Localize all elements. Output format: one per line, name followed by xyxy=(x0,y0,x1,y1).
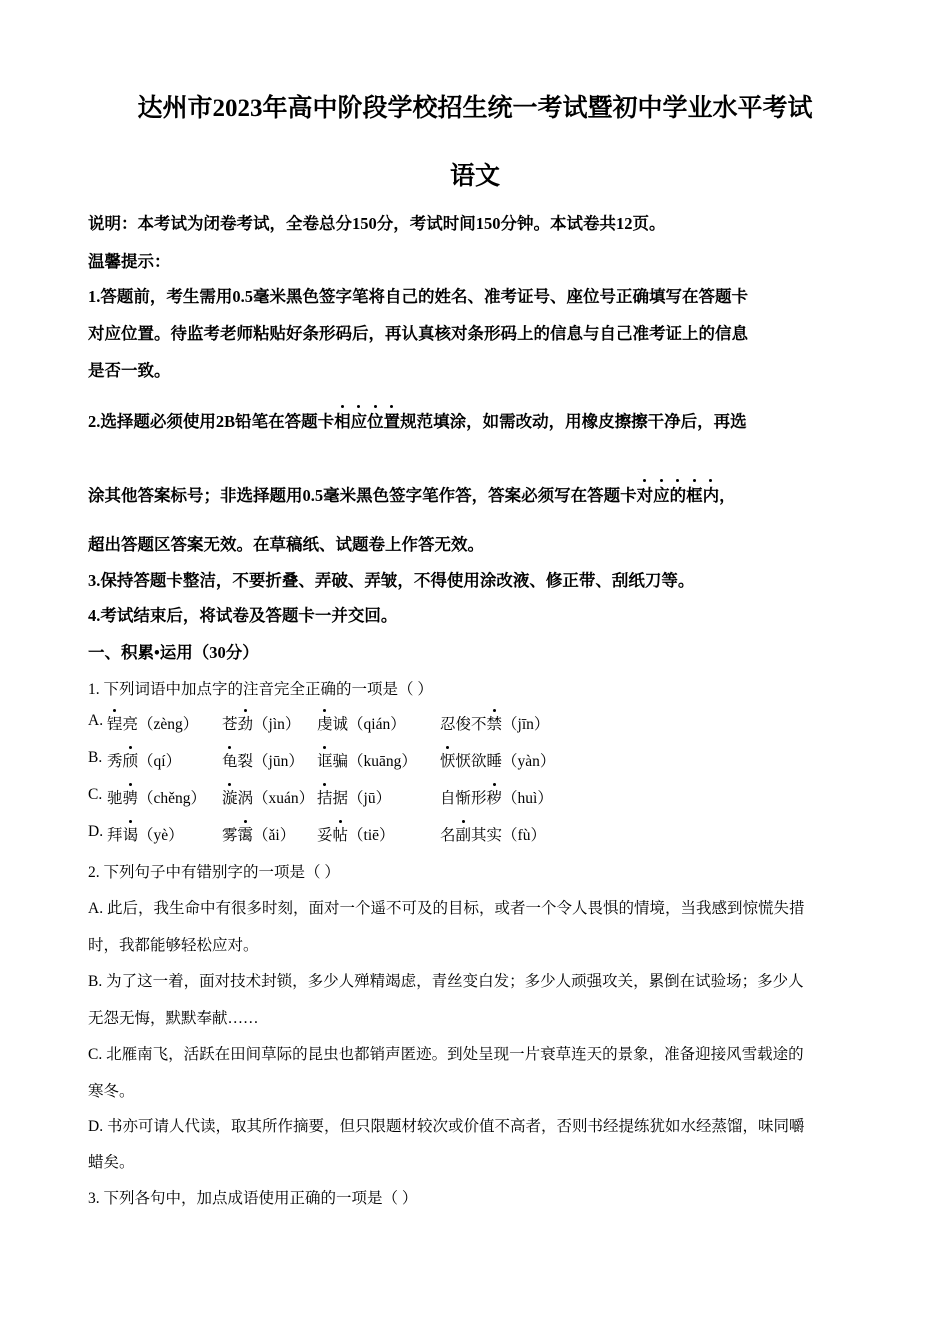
pinyin-item xyxy=(107,786,206,808)
emphasis-char: 拮 xyxy=(317,786,333,808)
emphasis-char: 对 xyxy=(637,482,654,506)
q3-stem: 3. 下列各句中，加点成语使用正确的一项是（ ） xyxy=(88,1190,418,1207)
q2-option-c-line-1: C. 北雁南飞，活跃在田间草际的昆虫也都销声匿迹。到处呈现一片衰草连天的景象，准备迎接风雪载途的 xyxy=(88,1046,804,1063)
word-prefix: 忍俊不 xyxy=(440,716,487,733)
word-suffix: 据（jū） xyxy=(332,790,392,807)
emphasis-char: 诓 xyxy=(317,749,333,771)
q2-option-d-line-2: 蜡矣。 xyxy=(88,1154,135,1171)
pinyin-item xyxy=(107,749,181,771)
word-suffix: （huì） xyxy=(502,790,553,807)
q2-option-d-line-1: D. 书亦可请人代读，取其所作摘要，但只限题材较次或价值不高者，否则书经提练犹如水经蒸馏，味同嚼 xyxy=(88,1118,805,1135)
emphasis-char: 副 xyxy=(456,823,472,845)
word-suffix: 亮（zèng） xyxy=(122,716,199,733)
exam-note: 说明：本考试为闭卷考试，全卷总分150分，考试时间150分钟。本试卷共12页。 xyxy=(88,214,666,233)
emphasis-char: 虔 xyxy=(317,712,333,734)
word-prefix: 拜 xyxy=(107,827,123,844)
emphasis-char: 谒 xyxy=(123,823,139,845)
pinyin-item xyxy=(222,712,300,734)
pinyin-item xyxy=(222,823,295,845)
emphasis-char: 帖 xyxy=(333,823,349,845)
emphasis-char: 骋 xyxy=(123,786,139,808)
word-suffix: （tiē） xyxy=(348,827,395,844)
tips-heading: 温馨提示： xyxy=(88,252,171,271)
pinyin-item xyxy=(107,823,184,845)
emphasis-char: 应 xyxy=(351,408,368,432)
q2-stem: 2. 下列句子中有错别字的一项是（ ） xyxy=(88,864,340,881)
emphasis-char: 霭 xyxy=(238,823,254,845)
emphasis-char: 漩 xyxy=(222,786,238,808)
q2-option-a-line-1: A. 此后，我生命中有很多时刻，面对一个遥不可及的目标，或者一个令人畏惧的情境，当我感到惊慌失措 xyxy=(88,900,805,917)
tip-2-text-a: 2.选择题必须使用2B铅笔在答题卡 xyxy=(88,412,335,431)
word-suffix: 恹欲睡（yàn） xyxy=(455,753,556,770)
exam-title: 达州市2023年高中阶段学校招生统一考试暨初中学业水平考试 xyxy=(137,95,813,122)
tip-1-line-3: 是否一致。 xyxy=(88,361,171,380)
q2-option-c-line-2: 寒冬。 xyxy=(88,1083,135,1100)
pinyin-item xyxy=(107,712,198,734)
pinyin-item xyxy=(317,749,417,771)
tip-1-line-2: 对应位置。待监考老师粘贴好条形码后，再认真核对条形码上的信息与自己准考证上的信息 xyxy=(88,324,748,343)
emphasis-char: 内 xyxy=(703,482,720,506)
emphasis-char: 相 xyxy=(334,408,351,432)
tip-2-text-d: ， xyxy=(719,486,736,505)
tip-2-line-1 xyxy=(88,408,747,432)
emphasis-char: 框 xyxy=(686,482,703,506)
emphasis-char: 位 xyxy=(367,408,384,432)
option-label: B. xyxy=(88,749,103,766)
word-suffix: 裂（jūn） xyxy=(237,753,304,770)
pinyin-item xyxy=(222,786,314,808)
tip-2-line-3: 超出答题区答案无效。在草稿纸、试题卷上作答无效。 xyxy=(88,535,484,554)
pinyin-item xyxy=(317,823,395,845)
pinyin-item xyxy=(440,786,553,808)
emphasis-char: 恹 xyxy=(440,749,456,771)
option-label: A. xyxy=(88,712,104,729)
word-suffix: 诚（qián） xyxy=(332,716,406,733)
emphasis-char: 秽 xyxy=(487,786,503,808)
word-prefix: 雾 xyxy=(222,827,238,844)
option-label: D. xyxy=(88,823,104,840)
q1-stem: 1. 下列词语中加点字的注音完全正确的一项是（ ） xyxy=(88,681,433,698)
option-label: C. xyxy=(88,786,103,803)
word-prefix: 秀 xyxy=(107,753,123,770)
q2-option-b-line-1: B. 为了这一着，面对技术封锁，多少人殚精竭虑，青丝变白发；多少人顽强攻关，累倒在试验场；多少人 xyxy=(88,973,804,990)
word-prefix: 驰 xyxy=(107,790,123,807)
pinyin-item xyxy=(440,823,546,845)
word-prefix: 自惭形 xyxy=(440,790,487,807)
word-suffix: （qí） xyxy=(138,753,182,770)
word-suffix: （jīn） xyxy=(502,716,550,733)
word-suffix: （chěng） xyxy=(138,790,207,807)
emphasis-char: 龟 xyxy=(222,749,238,771)
word-suffix: （ǎi） xyxy=(253,827,296,844)
pinyin-item xyxy=(222,749,304,771)
pinyin-item xyxy=(440,749,555,771)
tip-1-line-1: 1.答题前，考生需用0.5毫米黑色签字笔将自己的姓名、准考证号、座位号正确填写在答题卡 xyxy=(88,287,748,306)
word-suffix: 其实（fù） xyxy=(471,827,546,844)
pinyin-item xyxy=(440,712,549,734)
subject-title: 语文 xyxy=(449,163,500,190)
emphasis-char: 置 xyxy=(384,408,401,432)
word-prefix: 名 xyxy=(440,827,456,844)
tip-2-text-c: 涂其他答案标号；非选择题用0.5毫米黑色签字笔作答，答案必须写在答题卡 xyxy=(88,486,637,505)
word-prefix: 妥 xyxy=(317,827,333,844)
pinyin-item xyxy=(317,786,391,808)
section-1-heading: 一、积累•运用（30分） xyxy=(88,643,259,662)
q2-option-b-line-2: 无怨无悔，默默奉献…… xyxy=(88,1010,259,1027)
tip-3: 3.保持答题卡整洁，不要折叠、弄破、弄皱，不得使用涂改液、修正带、刮纸刀等。 xyxy=(88,571,695,590)
word-suffix: （yè） xyxy=(138,827,184,844)
pinyin-item xyxy=(317,712,406,734)
word-prefix: 苍 xyxy=(222,716,238,733)
word-suffix: 涡（xuán） xyxy=(237,790,315,807)
tip-4: 4.考试结束后，将试卷及答题卡一并交回。 xyxy=(88,606,398,625)
word-suffix: （jìn） xyxy=(253,716,301,733)
emphasis-char: 禁 xyxy=(487,712,503,734)
emphasis-char: 颀 xyxy=(123,749,139,771)
q2-option-a-line-2: 时，我都能够轻松应对。 xyxy=(88,937,259,954)
emphasis-char: 的 xyxy=(670,482,687,506)
tip-2-line-2 xyxy=(88,482,736,506)
word-suffix: 骗（kuāng） xyxy=(332,753,417,770)
emphasis-char: 应 xyxy=(653,482,670,506)
emphasis-char: 劲 xyxy=(238,712,254,734)
emphasis-char: 锃 xyxy=(107,712,123,734)
tip-2-text-b: 规范填涂，如需改动，用橡皮擦擦干净后，再选 xyxy=(400,412,747,431)
